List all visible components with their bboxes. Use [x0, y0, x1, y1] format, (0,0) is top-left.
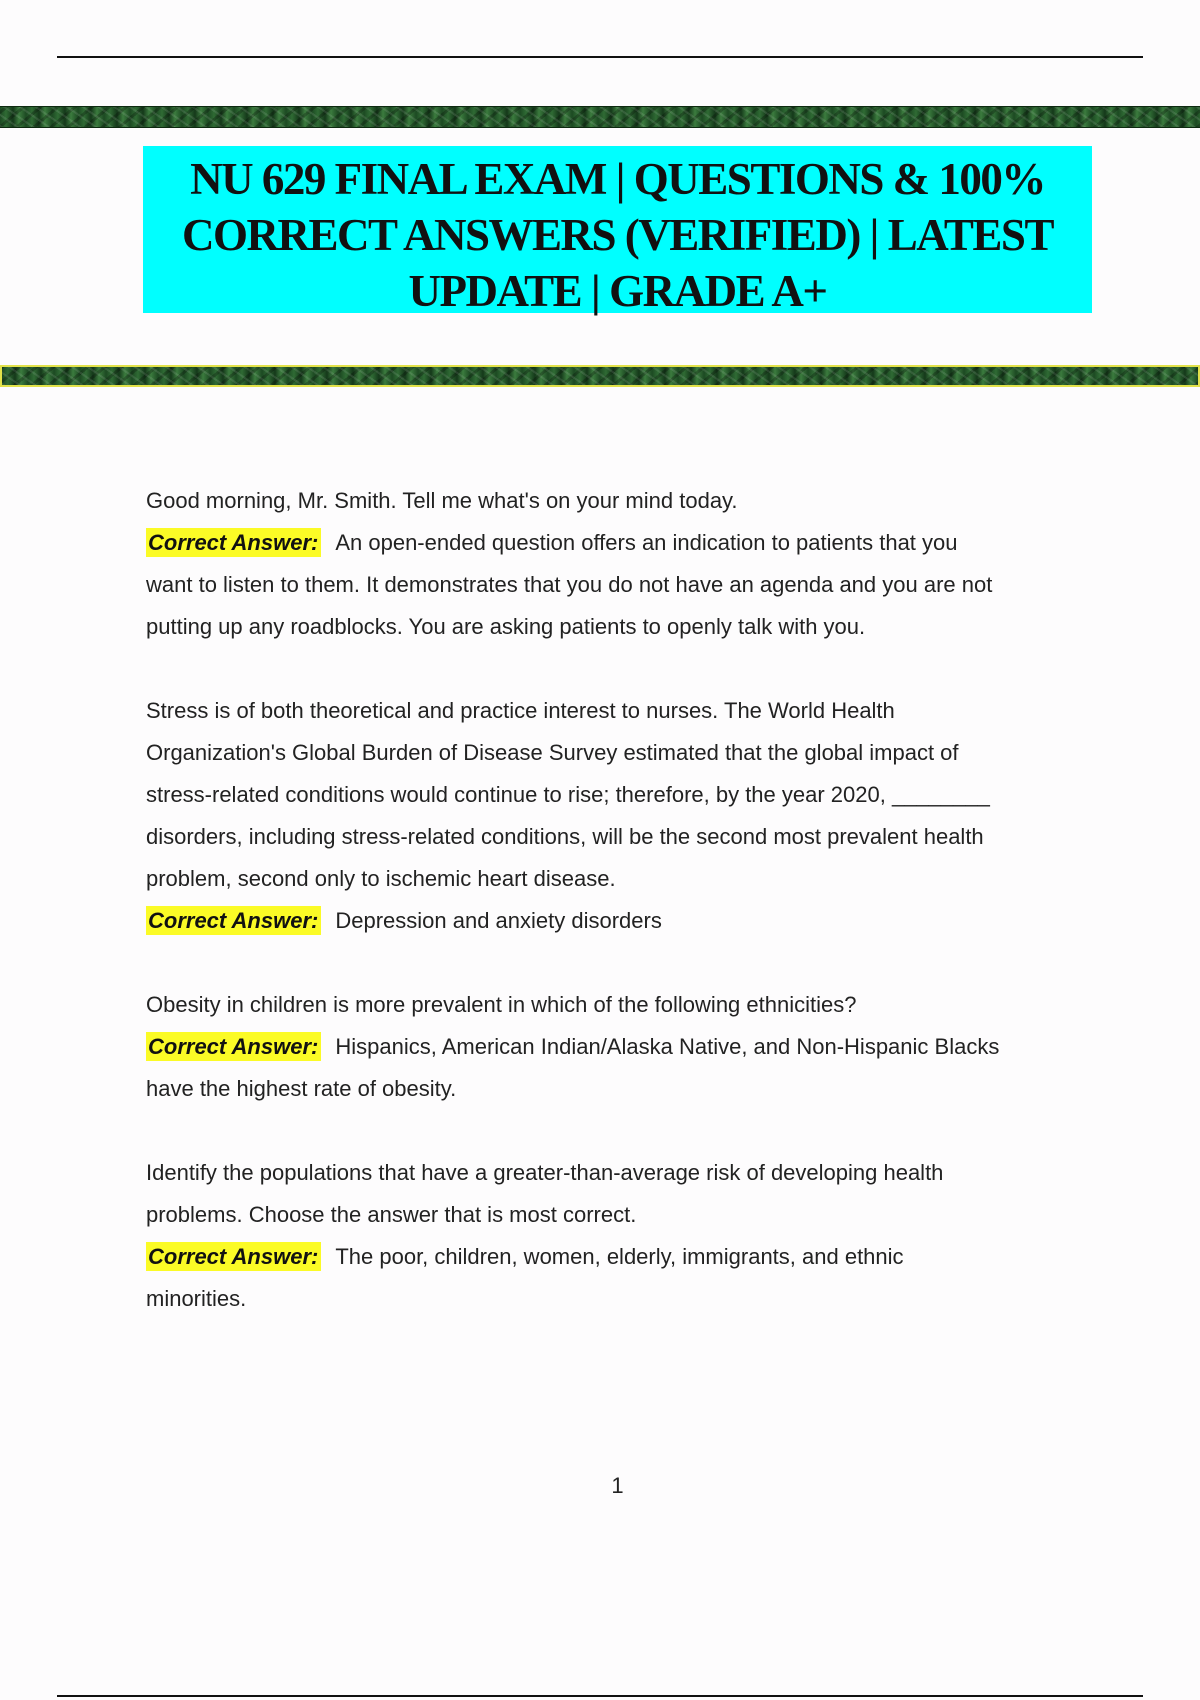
answer-text: Depression and anxiety disorders [335, 908, 662, 933]
qa-list [146, 480, 1106, 1320]
title-line: CORRECT ANSWERS (VERIFIED) | LATEST [182, 210, 1053, 260]
question-line: disorders, including stress-related conditions, will be the second most prevalent health [146, 824, 984, 849]
document-title [143, 146, 1092, 316]
page-number: 1 [611, 1473, 624, 1498]
decorative-band-top [0, 106, 1200, 128]
answer-line [146, 1026, 1106, 1068]
title-line: UPDATE | GRADE A+ [408, 266, 827, 316]
question-line: problem, second only to ischemic heart disease. [146, 866, 616, 891]
correct-answer-label: Correct Answer: [146, 906, 321, 935]
answer-line: putting up any roadblocks. You are asking patients to openly talk with you. [146, 614, 866, 639]
question-line: Identify the populations that have a greater-than-average risk of developing health [146, 1160, 944, 1185]
answer-text: An open-ended question offers an indication to patients that you [335, 530, 958, 555]
answer-line: minorities. [146, 1286, 247, 1311]
title-line: NU 629 FINAL EXAM | QUESTIONS & 100% [190, 154, 1045, 204]
question-line: Obesity in children is more prevalent in which of the following ethnicities? [146, 992, 857, 1017]
spacer [146, 648, 1106, 690]
correct-answer-label: Correct Answer: [146, 528, 321, 557]
decorative-band-bottom [0, 365, 1200, 387]
qa-item [146, 1152, 1106, 1320]
answer-line [146, 522, 1106, 564]
answer-line [146, 1236, 1106, 1278]
correct-answer-label: Correct Answer: [146, 1032, 321, 1061]
correct-answer-label: Correct Answer: [146, 1242, 321, 1271]
qa-item [146, 690, 1106, 942]
header-rule [57, 56, 1143, 58]
answer-line [146, 900, 1106, 942]
qa-item [146, 480, 1106, 648]
answer-text: Hispanics, American Indian/Alaska Native, and Non-Hispanic Blacks [335, 1034, 1000, 1059]
spacer [146, 942, 1106, 984]
qa-item [146, 984, 1106, 1110]
question-line: Good morning, Mr. Smith. Tell me what's on your mind today. [146, 488, 738, 513]
question-line: Stress is of both theoretical and practice interest to nurses. The World Health [146, 698, 895, 723]
answer-line: want to listen to them. It demonstrates that you do not have an agenda and you are not [146, 572, 993, 597]
question-line: Organization's Global Burden of Disease Survey estimated that the global impact of [146, 740, 959, 765]
spacer [146, 1110, 1106, 1152]
answer-text: The poor, children, women, elderly, immigrants, and ethnic [335, 1244, 904, 1269]
footer-rule [57, 1695, 1143, 1697]
question-line: stress-related conditions would continue to rise; therefore, by the year 2020, ________ [146, 782, 990, 807]
answer-line: have the highest rate of obesity. [146, 1076, 457, 1101]
question-line: problems. Choose the answer that is most correct. [146, 1202, 637, 1227]
